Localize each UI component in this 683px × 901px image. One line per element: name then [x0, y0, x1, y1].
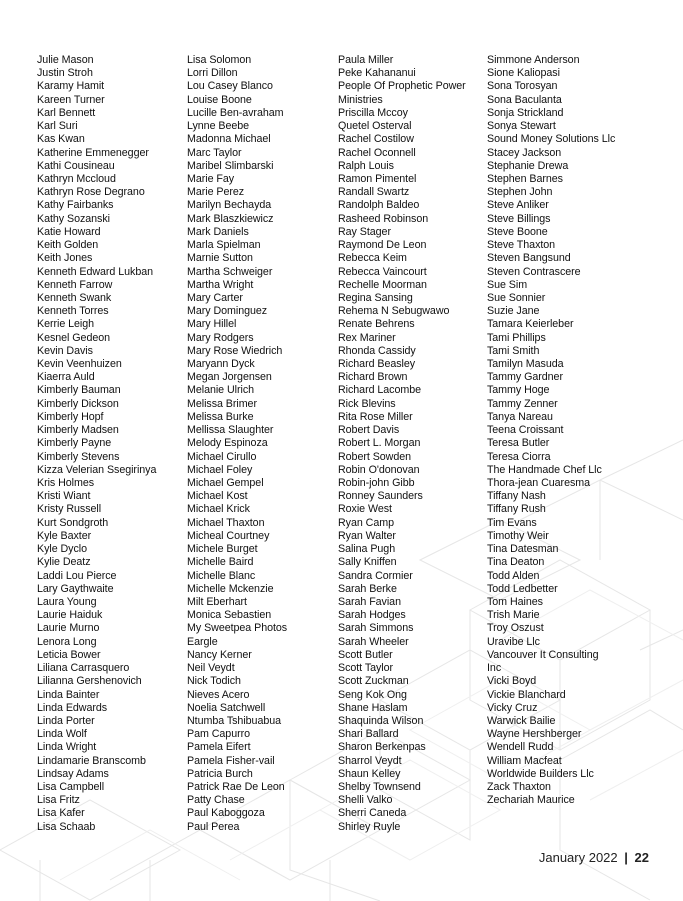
name-entry: Ronney Saunders	[338, 490, 423, 503]
name-entry: Michael Thaxton	[187, 516, 265, 529]
name-entry: Rita Rose Miller	[338, 410, 413, 423]
name-entry: Lindsay Adams	[37, 767, 109, 780]
name-entry: Todd Alden	[487, 569, 540, 582]
name-entry: Mark Daniels	[187, 225, 249, 238]
name-entry: Shaquinda Wilson	[338, 714, 424, 727]
name-entry: Lisa Fritz	[37, 794, 80, 807]
name-entry: Kimberly Hopf	[37, 410, 104, 423]
name-entry: Lisa Kafer	[37, 807, 85, 820]
name-entry: Lary Gaythwaite	[37, 582, 114, 595]
name-entry: Patty Chase	[187, 794, 245, 807]
name-entry: Seng Kok Ong	[338, 688, 407, 701]
name-entry: Wayne Hershberger	[487, 728, 582, 741]
name-entry: Inc	[487, 662, 502, 675]
name-entry: Steven Contrascere	[487, 265, 581, 278]
name-entry: Tiffany Nash	[487, 490, 546, 503]
name-entry: Sound Money Solutions Llc	[487, 133, 616, 146]
name-entry: Paul Perea	[187, 820, 240, 833]
name-entry: Katie Howard	[37, 225, 101, 238]
name-entry: Mary Hillel	[187, 318, 237, 331]
name-entry: Sarah Wheeler	[338, 635, 409, 648]
name-entry: Tammy Gardner	[487, 371, 563, 384]
name-entry: Karl Bennett	[37, 106, 96, 119]
name-entry: Rasheed Robinson	[338, 212, 429, 225]
name-entry: Eargle	[187, 635, 218, 648]
name-entry: Sharrol Veydt	[338, 754, 402, 767]
name-entry: Steve Billings	[487, 212, 551, 225]
name-entry: Ryan Walter	[338, 529, 396, 542]
name-entry: Michael Kost	[187, 490, 248, 503]
name-entry: Kesnel Gedeon	[37, 331, 111, 344]
name-entry: Tami Smith	[487, 344, 540, 357]
name-entry: Randolph Baldeo	[338, 199, 420, 212]
name-entry: Justin Stroh	[37, 67, 93, 80]
name-entry: Kenneth Farrow	[37, 278, 113, 291]
name-entry: Kimberly Dickson	[37, 397, 119, 410]
name-entry: Julie Mason	[37, 54, 94, 66]
name-entry: Sarah Hodges	[338, 609, 406, 622]
name-entry: Scott Zuckman	[338, 675, 409, 688]
name-entry: Tami Phillips	[487, 331, 546, 344]
name-entry: Tammy Hoge	[487, 384, 550, 397]
name-entry: Shelli Valko	[338, 794, 393, 807]
name-entry: Peke Kahananui	[338, 67, 416, 80]
name-entry: Richard Lacombe	[338, 384, 422, 397]
name-entry: Ryan Camp	[338, 516, 394, 529]
name-entry: Rick Blevins	[338, 397, 396, 410]
name-entry: Steve Thaxton	[487, 239, 556, 252]
name-entry: Richard Brown	[338, 371, 408, 384]
name-entry: Kathy Fairbanks	[37, 199, 114, 212]
name-entry: Kristi Wiant	[37, 490, 91, 503]
name-entry: Ramon Pimentel	[338, 172, 417, 185]
name-entry: Kathryn Rose Degrano	[37, 186, 145, 199]
name-entry: Zack Thaxton	[487, 781, 551, 794]
name-entry: Kimberly Bauman	[37, 384, 121, 397]
name-entry: Rachel Costilow	[338, 133, 414, 146]
name-entry: Linda Bainter	[37, 688, 100, 701]
name-entry: Wendell Rudd	[487, 741, 554, 754]
name-entry: Leticia Bower	[37, 648, 101, 661]
name-entry: Raymond De Leon	[338, 239, 427, 252]
name-entry: Lisa Campbell	[37, 781, 105, 794]
name-entry: Micheal Courtney	[187, 529, 270, 542]
name-entry: Rachel Oconnell	[338, 146, 416, 159]
name-entry: Ray Stager	[338, 225, 391, 238]
name-entry: Laura Young	[37, 595, 97, 608]
name-entry: Rebecca Vaincourt	[338, 265, 427, 278]
name-entry: People Of Prophetic Power	[338, 80, 466, 93]
name-entry: Kimberly Stevens	[37, 450, 120, 463]
name-entry: Lorri Dillon	[187, 67, 238, 80]
name-entry: Kurt Sondgroth	[37, 516, 109, 529]
name-entry: Keith Golden	[37, 239, 99, 252]
name-entry: Patricia Burch	[187, 767, 253, 780]
name-entry: Neil Veydt	[187, 662, 235, 675]
name-entry: Michael Cirullo	[187, 450, 257, 463]
name-entry: Marla Spielman	[187, 239, 261, 252]
name-entry: Milt Eberhart	[187, 595, 247, 608]
name-entry: Marc Taylor	[187, 146, 242, 159]
name-entry: Michelle Blanc	[187, 569, 256, 582]
name-entry: Vicki Boyd	[487, 675, 537, 688]
name-entry: Vancouver It Consulting	[487, 648, 599, 661]
name-entry: Timothy Weir	[487, 529, 549, 542]
name-entry: Rex Mariner	[338, 331, 396, 344]
name-entry: Rehema N Sebugwawo	[338, 305, 450, 318]
name-entry: Tammy Zenner	[487, 397, 558, 410]
name-entry: Melody Espinoza	[187, 437, 268, 450]
name-entry: Sione Kaliopasi	[487, 67, 560, 80]
name-entry: Mark Blaszkiewicz	[187, 212, 274, 225]
name-entry: Monica Sebastien	[187, 609, 272, 622]
name-entry: Megan Jorgensen	[187, 371, 272, 384]
name-entry: Pam Capurro	[187, 728, 251, 741]
page-number: 22	[634, 850, 649, 865]
name-entry: Marie Perez	[187, 186, 245, 199]
name-entry: Warwick Bailie	[487, 714, 556, 727]
name-entry: Thora-jean Cuaresma	[487, 477, 591, 489]
name-column-4	[487, 54, 615, 807]
name-entry: Vicky Cruz	[487, 701, 538, 714]
name-entry: Michael Gempel	[187, 477, 264, 489]
name-entry: William Macfeat	[487, 754, 562, 767]
name-entry: Simmone Anderson	[487, 54, 580, 66]
name-entry: Linda Wolf	[37, 728, 87, 741]
name-entry: Robin O'donovan	[338, 463, 420, 476]
name-entry: Sonja Strickland	[487, 106, 564, 119]
name-entry: My Sweetpea Photos	[187, 622, 288, 635]
name-column-1	[37, 54, 156, 834]
name-entry: Lenora Long	[37, 635, 97, 648]
name-entry: Kenneth Torres	[37, 305, 109, 318]
name-entry: Rebecca Keim	[338, 252, 407, 265]
name-entry: Katherine Emmenegger	[37, 146, 149, 159]
name-entry: Sally Kniffen	[338, 556, 397, 569]
name-entry: Uravibe Llc	[487, 635, 540, 648]
name-entry: Randall Swartz	[338, 186, 410, 199]
name-column-2	[187, 54, 287, 834]
name-entry: Sharon Berkenpas	[338, 741, 426, 754]
name-entry: Rhonda Cassidy	[338, 344, 416, 357]
name-entry: Sona Baculanta	[487, 93, 562, 106]
name-entry: Stephen John	[487, 186, 553, 199]
name-entry: Robert Davis	[338, 424, 400, 437]
name-entry: Ralph Louis	[338, 159, 394, 172]
name-entry: Steven Bangsund	[487, 252, 571, 265]
name-entry: Kareen Turner	[37, 93, 105, 106]
name-entry: Linda Porter	[37, 714, 95, 727]
name-entry: Sue Sonnier	[487, 291, 546, 304]
name-entry: Keith Jones	[37, 252, 93, 265]
name-entry: Linda Edwards	[37, 701, 108, 714]
name-entry: Kathy Sozanski	[37, 212, 110, 225]
name-entry: Kiaerra Auld	[37, 371, 95, 384]
name-entry: Melissa Brimer	[187, 397, 257, 410]
name-entry: Kristy Russell	[37, 503, 102, 516]
name-entry: Mary Rodgers	[187, 331, 254, 344]
name-entry: Tom Haines	[487, 595, 543, 608]
name-entry: Salina Pugh	[338, 543, 396, 556]
name-entry: Kris Holmes	[37, 477, 95, 489]
name-entry: Marnie Sutton	[187, 252, 253, 265]
name-entry: Shane Haslam	[338, 701, 408, 714]
name-entry: Nick Todich	[187, 675, 241, 688]
name-entry: Teresa Ciorra	[487, 450, 551, 463]
footer-separator: |	[624, 850, 628, 865]
name-entry: Kimberly Payne	[37, 437, 112, 450]
name-entry: Sarah Favian	[338, 595, 401, 608]
name-entry: Stacey Jackson	[487, 146, 562, 159]
name-entry: Pamela Fisher-vail	[187, 754, 275, 767]
name-entry: Marilyn Bechayda	[187, 199, 272, 212]
name-entry: Lisa Solomon	[187, 54, 252, 66]
name-entry: Ntumba Tshibuabua	[187, 714, 282, 727]
name-entry: Priscilla Mccoy	[338, 106, 408, 119]
name-entry: Tamilyn Masuda	[487, 358, 564, 371]
name-entry: Kenneth Edward Lukban	[37, 265, 154, 278]
name-entry: Sherri Caneda	[338, 807, 407, 820]
name-entry: Paula Miller	[338, 54, 394, 66]
name-entry: Karamy Hamit	[37, 80, 105, 93]
name-entry: Liliana Carrasquero	[37, 662, 130, 675]
name-entry: Zechariah Maurice	[487, 794, 575, 807]
name-entry: Michelle Baird	[187, 556, 254, 569]
name-entry: Stephanie Drewa	[487, 159, 569, 172]
name-entry: Nieves Acero	[187, 688, 250, 701]
name-entry: Steve Boone	[487, 225, 548, 238]
name-entry: Tina Datesman	[487, 543, 559, 556]
name-entry: Shelby Townsend	[338, 781, 421, 794]
name-entry: Tanya Nareau	[487, 410, 553, 423]
name-entry: Tina Deaton	[487, 556, 545, 569]
name-entry: Michael Krick	[187, 503, 250, 516]
name-entry: Sarah Berke	[338, 582, 397, 595]
name-entry: Laurie Haiduk	[37, 609, 103, 622]
issue-date: January 2022	[538, 850, 618, 865]
name-entry: Scott Butler	[338, 648, 393, 661]
name-entry: Shaun Kelley	[338, 767, 401, 780]
name-entry: Kylie Deatz	[37, 556, 91, 569]
name-entry: Michele Burget	[187, 543, 258, 556]
name-entry: Lucille Ben-avraham	[187, 106, 284, 119]
name-entry: Tim Evans	[487, 516, 537, 529]
name-entry: Patrick Rae De Leon	[187, 781, 285, 794]
name-entry: Mary Dominguez	[187, 305, 268, 318]
name-entry: Scott Taylor	[338, 662, 394, 675]
name-entry: Teresa Butler	[487, 437, 550, 450]
name-entry: Michael Foley	[187, 463, 253, 476]
name-entry: Paul Kaboggoza	[187, 807, 265, 820]
name-entry: Nancy Kerner	[187, 648, 252, 661]
name-entry: Melanie Ulrich	[187, 384, 255, 397]
name-entry: Mary Rose Wiedrich	[187, 344, 283, 357]
name-entry: Marie Fay	[187, 172, 235, 185]
name-entry: Lynne Beebe	[187, 120, 250, 133]
name-column-3	[338, 54, 466, 834]
name-entry: Shirley Ruyle	[338, 820, 401, 833]
name-entry: Todd Ledbetter	[487, 582, 558, 595]
name-entry: Maribel Slimbarski	[187, 159, 274, 172]
name-entry: Quetel Osterval	[338, 120, 412, 133]
name-entry: Richard Beasley	[338, 358, 416, 371]
name-entry: Lilianna Gershenovich	[37, 675, 142, 688]
name-entry: Kathi Cousineau	[37, 159, 115, 172]
name-entry: Teena Croissant	[487, 424, 564, 437]
name-entry: Madonna Michael	[187, 133, 271, 146]
name-entry: Lou Casey Blanco	[187, 80, 273, 93]
name-entry: Worldwide Builders Llc	[487, 767, 594, 780]
name-entry: Kyle Dyclo	[37, 543, 87, 556]
name-entry: Kathryn Mccloud	[37, 172, 116, 185]
name-entry: The Handmade Chef Llc	[487, 463, 602, 476]
name-entry: Mary Carter	[187, 291, 243, 304]
name-entry: Tamara Keierleber	[487, 318, 574, 331]
name-entry: Steve Anliker	[487, 199, 549, 212]
name-entry: Lisa Schaab	[37, 820, 96, 833]
name-entry: Lindamarie Branscomb	[37, 754, 146, 767]
name-entry: Linda Wright	[37, 741, 97, 754]
name-entry: Regina Sansing	[338, 291, 413, 304]
name-entry: Kenneth Swank	[37, 291, 112, 304]
name-entry: Noelia Satchwell	[187, 701, 266, 714]
name-entry: Shari Ballard	[338, 728, 399, 741]
name-entry: Kizza Velerian Ssegirinya	[37, 463, 157, 476]
name-entry: Sandra Cormier	[338, 569, 413, 582]
name-entry: Martha Schweiger	[187, 265, 273, 278]
name-entry: Kerrie Leigh	[37, 318, 95, 331]
name-entry: Sona Torosyan	[487, 80, 558, 93]
name-entry: Vickie Blanchard	[487, 688, 566, 701]
name-entry: Louise Boone	[187, 93, 252, 106]
name-entry: Martha Wright	[187, 278, 254, 291]
name-entry: Kevin Veenhuizen	[37, 358, 122, 371]
name-entry: Michelle Mckenzie	[187, 582, 274, 595]
name-entry: Suzie Jane	[487, 305, 540, 318]
name-entry: Rechelle Moorman	[338, 278, 427, 291]
name-entry: Sarah Simmons	[338, 622, 414, 635]
name-entry: Mellissa Slaughter	[187, 424, 274, 437]
name-entry: Renate Behrens	[338, 318, 415, 331]
name-entry: Karl Suri	[37, 120, 78, 133]
name-entry: Laurie Murno	[37, 622, 100, 635]
name-entry: Pamela Eifert	[187, 741, 251, 754]
name-entry: Sue Sim	[487, 278, 528, 291]
name-entry: Kimberly Madsen	[37, 424, 119, 437]
name-entry: Melissa Burke	[187, 410, 254, 423]
name-entry: Robert L. Morgan	[338, 437, 421, 450]
name-entry: Troy Oszust	[487, 622, 544, 635]
name-entry: Maryann Dyck	[187, 358, 255, 371]
name-entry: Kas Kwan	[37, 133, 85, 146]
name-entry: Laddi Lou Pierce	[37, 569, 117, 582]
name-entry: Roxie West	[338, 503, 392, 516]
name-entry: Sonya Stewart	[487, 120, 556, 133]
name-entry: Kevin Davis	[37, 344, 93, 357]
name-entry: Ministries	[338, 93, 383, 106]
name-entry: Kyle Baxter	[37, 529, 92, 542]
name-entry: Trish Marie	[487, 609, 540, 622]
page-footer	[539, 850, 649, 865]
name-entry: Stephen Barnes	[487, 172, 563, 185]
name-entry: Robert Sowden	[338, 450, 412, 463]
name-entry: Robin-john Gibb	[338, 477, 415, 489]
name-entry: Tiffany Rush	[487, 503, 546, 516]
